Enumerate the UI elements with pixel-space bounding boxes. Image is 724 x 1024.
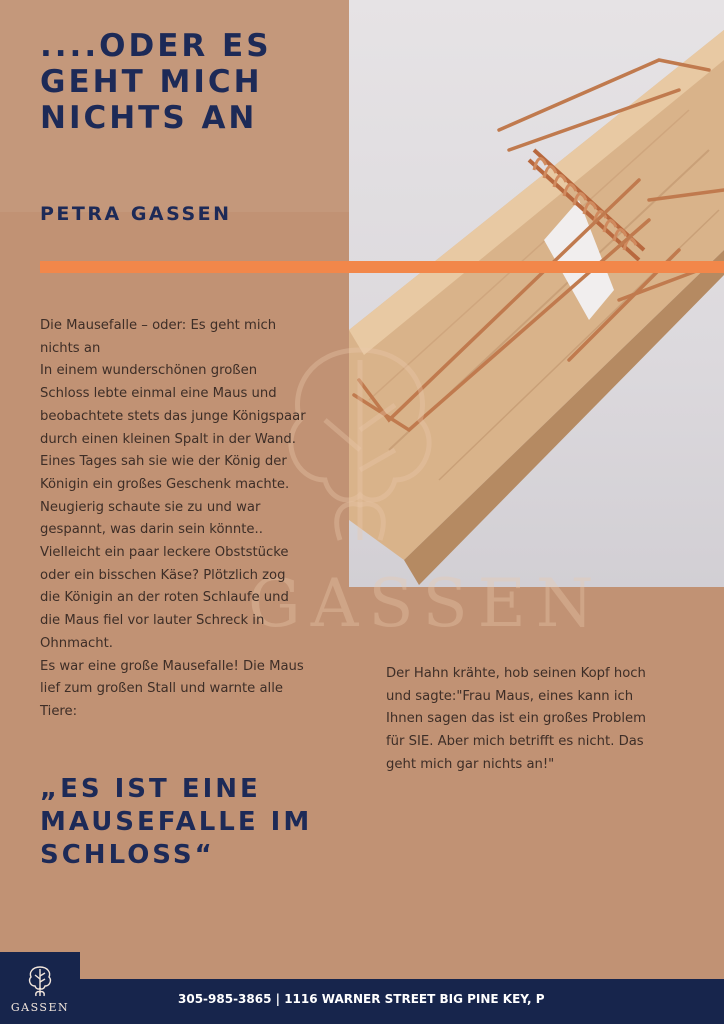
contact-info: 305-985-3865 | 1116 WARNER STREET BIG PINE KEY, P	[178, 992, 545, 1006]
logo-text: GASSEN	[10, 1001, 70, 1014]
author-name: PETRA GASSEN	[40, 203, 232, 225]
story-text-left: Die Mausefalle – oder: Es geht mich nichts an In einem wunderschönen großen Schloss lebte einmal eine Maus und beobachtete stets das junge Königspaar durch einen kleinen Spalt in der Wand. Eines Tages sah sie wie der König der Königin ein großes Geschenk machte. Neugierig schaute sie zu und war gespannt, was darin sein könnte.. Vielleicht ein paar leckere Obststücke oder ein bisschen Käse? Plötzlich zog die Königin an der roten Schlaufe und die Maus fiel vor lauter Schreck in Ohnmacht. Es war eine große Mausefalle! Die Maus lief zum großen Stall und warnte alle Tiere:	[40, 318, 306, 719]
footer-bar	[0, 979, 724, 1024]
logo	[0, 952, 80, 1024]
pull-quote: „ES IST EINE MAUSEFALLE IM SCHLOSS“	[40, 774, 313, 870]
story-text-right: Der Hahn krähte, hob seinen Kopf hoch und sagte:"Frau Maus, eines kann ich Ihnen sagen das ist ein großes Problem für SIE. Aber mich betrifft es nicht. Das geht mich gar nichts an!"	[386, 666, 646, 772]
watermark-word: GASSEN	[248, 565, 604, 642]
orange-divider	[40, 261, 724, 273]
page-title: ....ODER ES GEHT MICH NICHTS AN	[40, 28, 272, 136]
tree-brain-icon	[26, 964, 54, 998]
